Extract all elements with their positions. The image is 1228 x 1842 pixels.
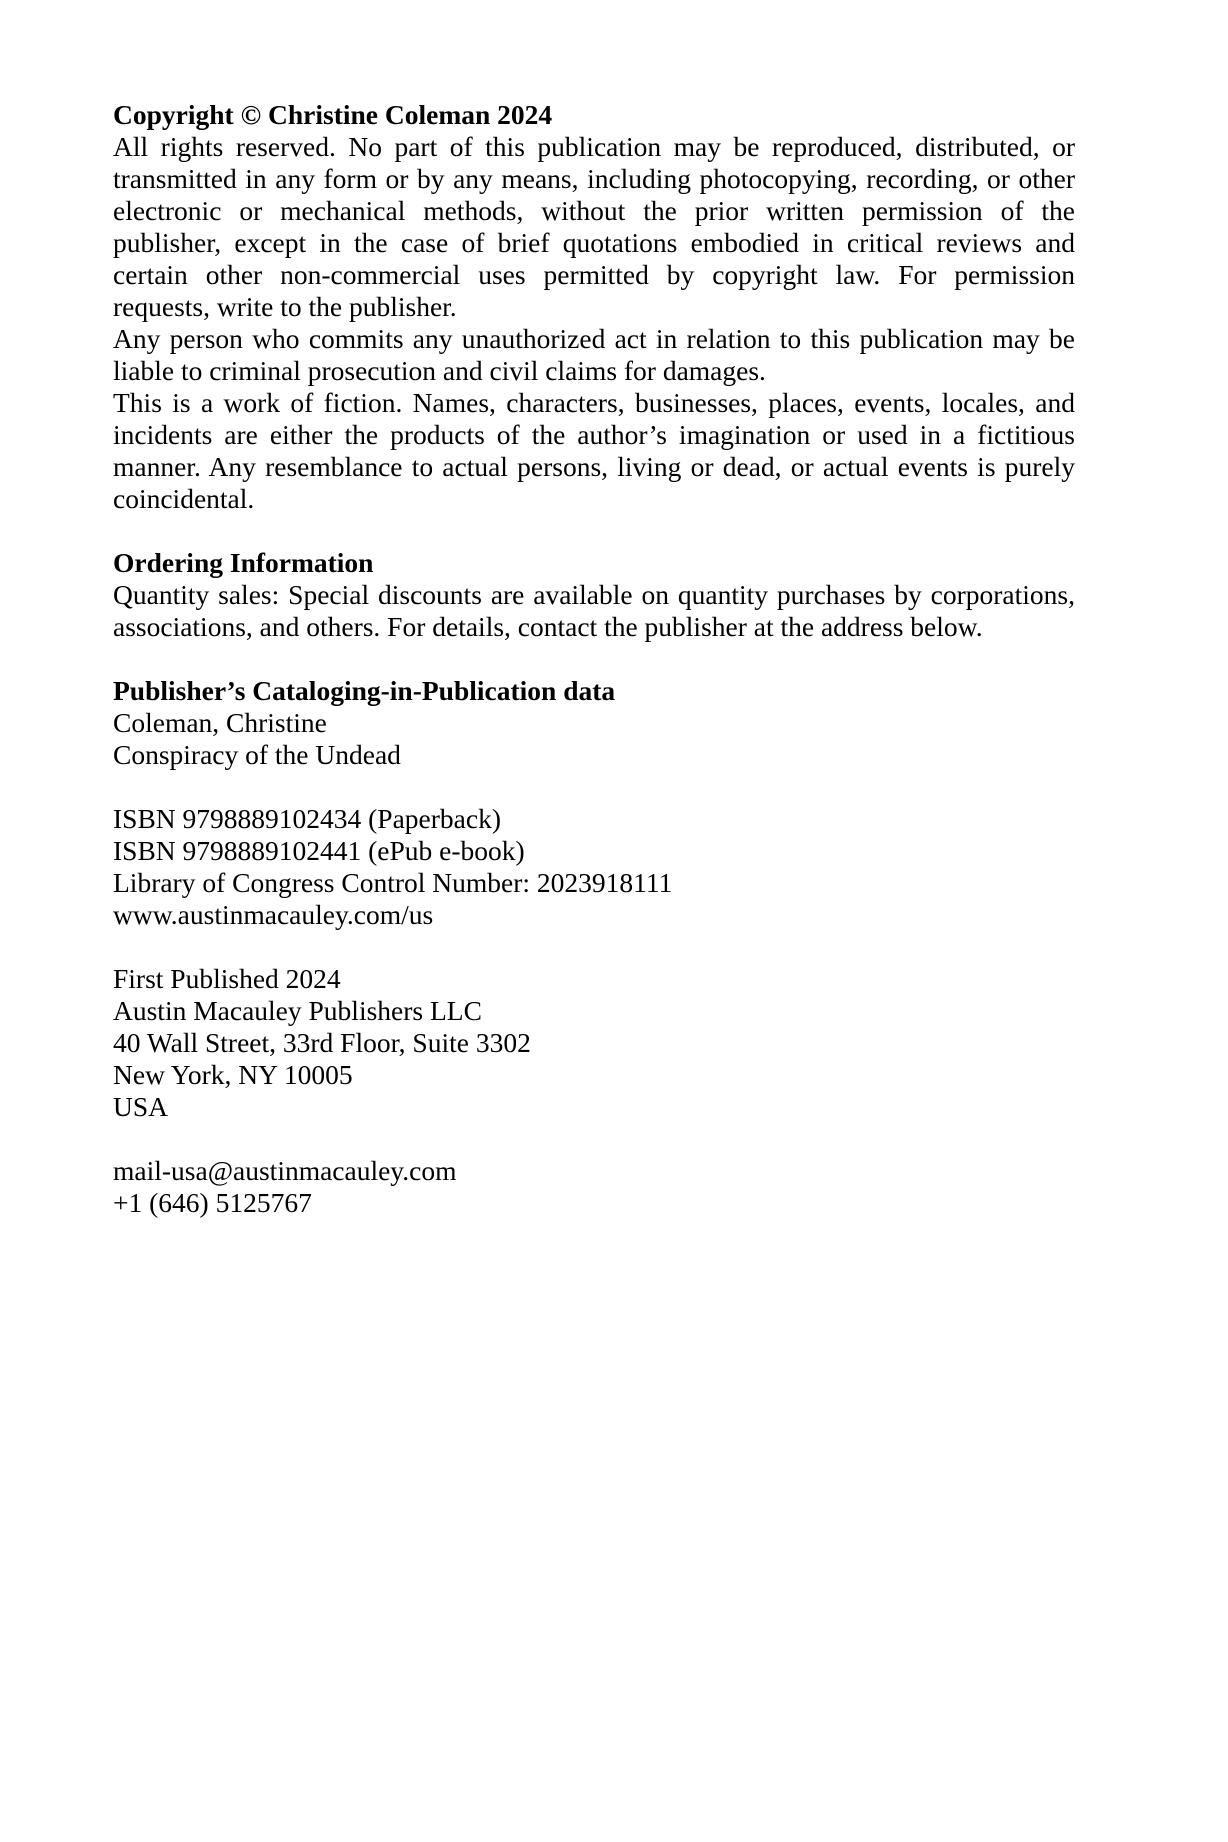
copyright-page-content <box>113 99 1075 1219</box>
publisher-website-line: www.austinmacauley.com/us <box>113 899 434 930</box>
contact-email-line: mail-usa@austinmacauley.com <box>113 1155 457 1186</box>
isbn-paperback-line: ISBN 9798889102434 (Paperback) <box>113 803 501 834</box>
copyright-notice-heading: Copyright © Christine Coleman 2024 <box>113 99 553 130</box>
contact-phone-line: +1 (646) 5125767 <box>113 1187 312 1218</box>
lccn-line: Library of Congress Control Number: 2023918111 <box>113 867 673 898</box>
publisher-address-section <box>113 963 1075 1123</box>
ordering-information-section <box>113 547 1075 643</box>
isbn-epub-line: ISBN 9798889102441 (ePub e-book) <box>113 835 525 866</box>
fiction-disclaimer-paragraph: This is a work of fiction. Names, characters, businesses, places, events, locales, and incidents are either the products of the author’s imagination or used in a fictitious manner. Any resemblance to actual persons, living or dead, or actual events is purely coincidental. <box>113 387 1075 514</box>
ordering-information-body: Quantity sales: Special discounts are available on quantity purchases by corporations, associations, and others. For details, contact the publisher at the address below. <box>113 579 1075 642</box>
publisher-name-line: Austin Macauley Publishers LLC <box>113 995 482 1026</box>
contact-section <box>113 1155 1075 1219</box>
ordering-information-heading: Ordering Information <box>113 547 374 578</box>
rights-reserved-paragraph: All rights reserved. No part of this publication may be reproduced, distributed, or transmitted in any form or by any means, including photocopying, recording, or other electronic or mechanical methods, without the prior written permission of the publisher, except in the case of brief quotations embodied in critical reviews and certain other non-commercial uses permitted by copyright law. For permission requests, write to the publisher. <box>113 131 1075 322</box>
cataloging-heading: Publisher’s Cataloging-in-Publication data <box>113 675 616 706</box>
cataloging-author-line: Coleman, Christine <box>113 707 327 738</box>
first-published-line: First Published 2024 <box>113 963 341 994</box>
publisher-city-line: New York, NY 10005 <box>113 1059 353 1090</box>
publisher-street-line: 40 Wall Street, 33rd Floor, Suite 3302 <box>113 1027 531 1058</box>
cataloging-book-title-line: Conspiracy of the Undead <box>113 739 401 770</box>
publisher-country-line: USA <box>113 1091 169 1122</box>
liability-paragraph: Any person who commits any unauthorized act in relation to this publication may be liable to criminal prosecution and civil claims for damages. <box>113 323 1075 386</box>
cataloging-in-publication-section <box>113 675 1075 771</box>
isbn-section <box>113 803 1075 867</box>
